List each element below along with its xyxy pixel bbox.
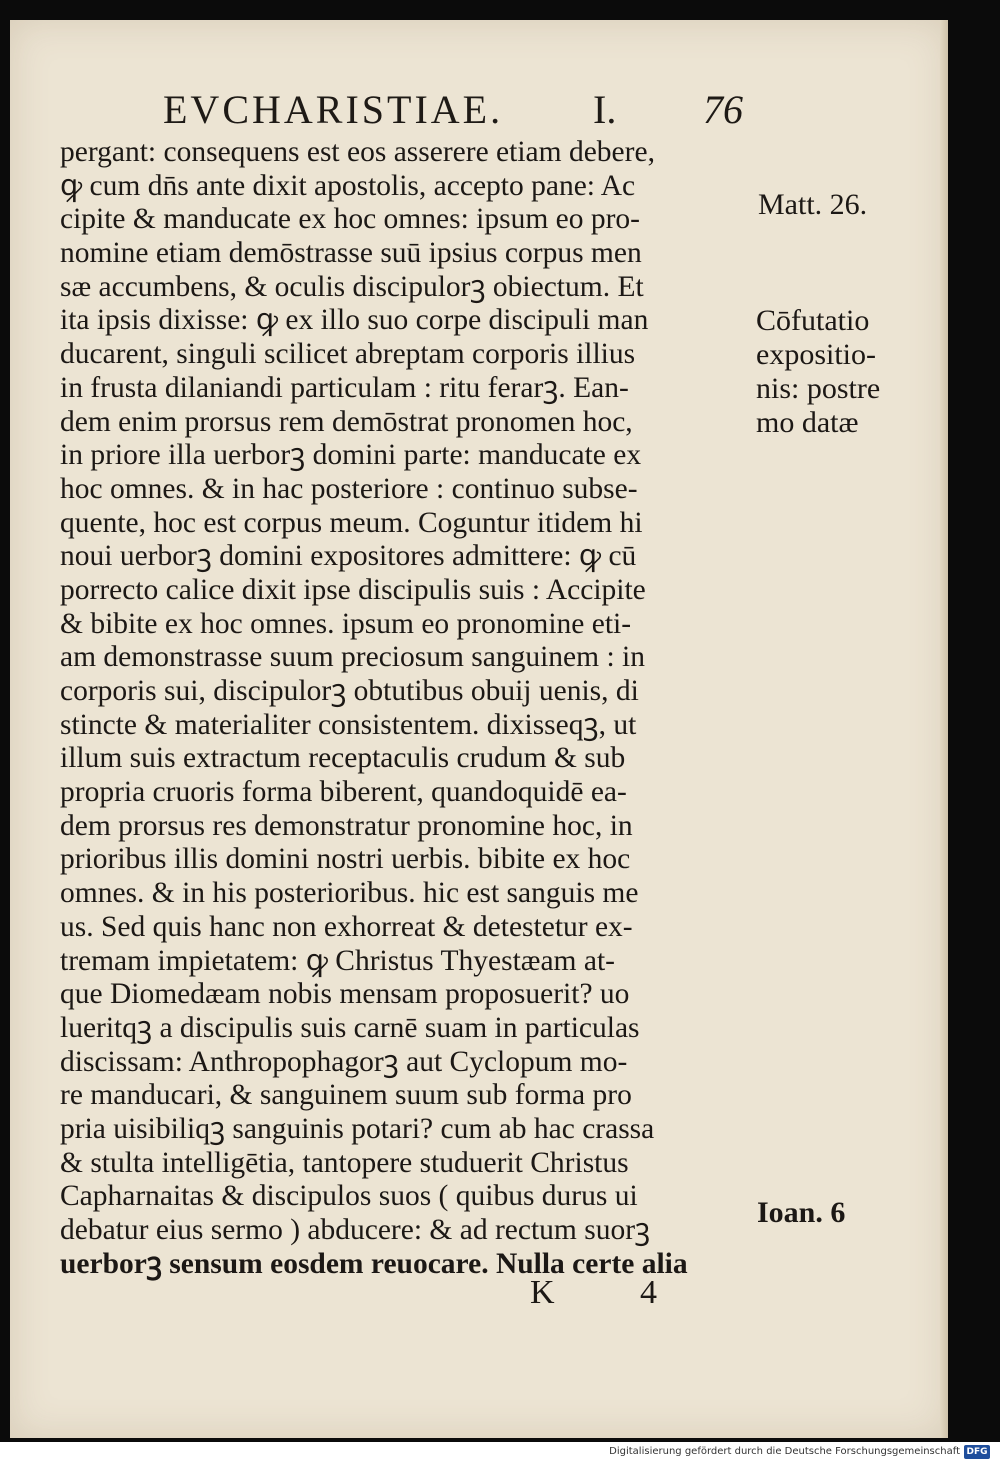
text-line: debatur eius sermo ) abducere: & ad rectum suorꝫ: [60, 1214, 651, 1246]
margin-note-confutatio: [756, 304, 880, 440]
text-line: ita ipsis dixisse: ꝙ ex illo suo corpe discipuli man: [60, 304, 649, 337]
text-line: omnes. & in his posterioribus. hic est sanguis me: [60, 877, 639, 910]
margin-note-line: Cōfutatio: [756, 304, 870, 337]
margin-note-line: mo datæ: [756, 406, 859, 439]
margin-note-line: expositio-: [756, 338, 876, 371]
text-line: ꝙ cum dn̄s ante dixit apostolis, accepto pane: Ac: [60, 169, 636, 202]
signature-letter: K: [530, 1274, 555, 1311]
folio-number: 76: [703, 87, 743, 132]
text-line: illum suis extractum receptaculis crudum & sub: [60, 742, 626, 775]
digitization-credit: Digitalisierung gefördert durch die Deutsche Forschungsgemeinschaft: [609, 1446, 960, 1457]
body-text: [60, 136, 750, 1281]
text-line: pergant: consequens est eos asserere etiam debere,: [60, 136, 655, 168]
text-line: que Diomedæam nobis mensam proposuerit? uo: [60, 978, 630, 1011]
text-line: nomine etiam demōstrasse suū ipsius corpus men: [60, 237, 642, 270]
text-line: quente, hoc est corpus meum. Coguntur itidem hi: [60, 506, 643, 539]
text-line: porrecto calice dixit ipse discipulis suis : Accipite: [60, 573, 646, 606]
text-line: uerborꝫ sensum eosdem reuocare. Nulla certe alia: [60, 1247, 688, 1280]
text-line: stincte & materialiter consistentem. dixisseqꝫ, ut: [60, 708, 637, 741]
text-line: & stulta intelligētia, tantopere studuerit Christus: [60, 1146, 629, 1179]
running-head-numeral: I.: [593, 87, 617, 132]
text-line: discissam: Anthropophagorꝫ aut Cyclopum mo-: [60, 1045, 628, 1078]
text-line: ducarent, singuli scilicet abreptam corporis illius: [60, 338, 636, 371]
text-line: am demonstrasse suum preciosum sanguinem : in: [60, 641, 645, 674]
text-line: us. Sed quis hanc non exhorreat & detestetur ex-: [60, 910, 633, 943]
margin-note-line: nis: postre: [756, 372, 881, 405]
running-head: [163, 86, 753, 138]
text-line: cipite & manducate ex hoc omnes: ipsum eo pro-: [60, 203, 641, 236]
text-line: in priore illa uerborꝫ domini parte: manducate ex: [60, 439, 642, 472]
dfg-logo: DFG: [964, 1445, 990, 1459]
text-line: Capharnaitas & discipulos suos ( quibus durus ui: [60, 1180, 638, 1213]
text-line: hoc omnes. & in hac posteriore : continuo subse-: [60, 472, 638, 505]
page-edge: [940, 20, 948, 1438]
text-line: dem enim prorsus rem demōstrat pronomen hoc,: [60, 405, 633, 438]
text-line: pria uisibiliqꝫ sanguinis potari? cum ab hac crassa: [60, 1112, 655, 1145]
text-line: tremam impietatem: ꝙ Christus Thyestæam at-: [60, 944, 615, 977]
text-line: & bibite ex hoc omnes. ipsum eo pronomine eti-: [60, 607, 632, 640]
text-line: noui uerborꝫ domini expositores admittere: ꝙ cū: [60, 540, 637, 573]
signature-number: 4: [640, 1274, 657, 1311]
margin-note-john: Ioan. 6: [757, 1196, 846, 1229]
text-line: propria cruoris forma biberent, quandoquidē ea-: [60, 776, 627, 809]
running-head-title: EVCHARISTIAE.: [163, 87, 504, 132]
text-line: lueritqꝫ a discipulis suis carnē suam in particulas: [60, 1011, 640, 1044]
margin-note-matthew: Matt. 26.: [758, 188, 868, 221]
text-line: in frusta dilaniandi particulam : ritu ferarꝫ. Ean-: [60, 371, 629, 404]
text-line: re manducari, & sanguinem suum sub forma pro: [60, 1079, 632, 1112]
text-line: dem prorsus res demonstratur pronomine hoc, in: [60, 809, 633, 842]
text-line: prioribus illis domini nostri uerbis. bibite ex hoc: [60, 843, 631, 876]
text-line: corporis sui, discipulorꝫ obtutibus obuij uenis, di: [60, 675, 639, 707]
text-line: sæ accumbens, & oculis discipulorꝫ obiectum. Et: [60, 270, 644, 303]
